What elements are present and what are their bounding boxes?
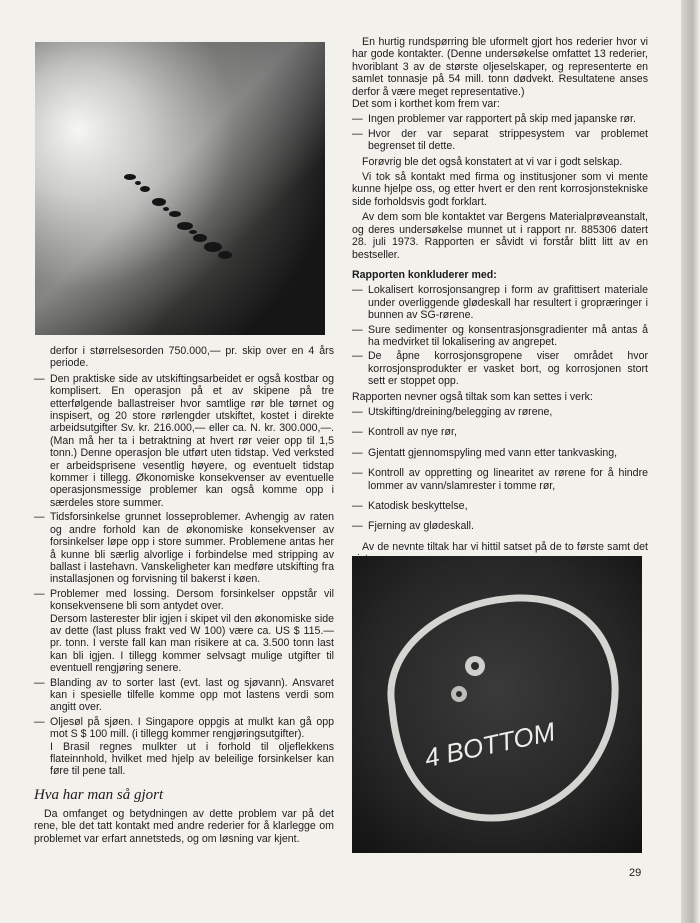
list-item: — Fjerning av glødeskall. [352, 520, 648, 532]
list-item: — Gjentatt gjennomspyling med vann etter tankvasking, [352, 447, 648, 459]
conclusions-list [352, 284, 648, 387]
measures-intro: Rapporten nevner også tiltak som kan settes i verk: [352, 390, 593, 403]
intro-paragraph: En hurtig rundspørring ble uformelt gjort hos rederier hvor vi har gode kontakter. (Denne undersøkelse omfattet 13 rederier, hvoriblant 3 av de største oljeselskaper, og representerte en samlet tonnasje på 54 mill. tonn dødvekt. Resultatene anses derfor å være meget representative.) Det som i korthet kom frem var: [352, 36, 648, 111]
cost-bullet-list [34, 373, 334, 778]
right-column [352, 36, 648, 569]
pipe-marking-text: 4 BOTTOM [421, 716, 558, 774]
report-heading: Rapporten konkluderer med: [352, 268, 497, 281]
closing-paragraph: Da omfanget og betydningen av dette problem var på det rene, ble det tatt kontakt med andre rederier for å klarlegge om problemet var erfart annetsteds, og om løsning var kjent. [34, 807, 334, 845]
measures-list [352, 406, 648, 533]
list-item: — Lokalisert korrosjonsangrep i form av grafittisert materiale under overliggende glødeskall har resultert i gropræringer i bunnen av SG-rørene. [352, 284, 648, 321]
list-item: — De åpne korrosjonsgropene viser området hvor korrosjonsprodukter er vasket bort, og korrosjonen stort sett er stoppet opp. [352, 350, 648, 387]
photo-icon [352, 556, 642, 853]
page-number: 29 [629, 867, 642, 879]
list-item: — Blanding av to sorter last (evt. last og sjøvann). Ansvaret kan i spesielle tilfelle komme opp mot lastens verdi som angitt over. [34, 677, 334, 714]
list-item: — Problemer med lossing. Dersom forsinkelser oppstår vil konsekvensene bli som antydet over. Dersom lasterester blir igjen i skipet vil den økonomiske side av dette (last pluss frakt ved W 100) være ca. US $ 115.— pr. tonn. I verste fall kan man risikere at ca. 3.500 tonn last kan bli igjen. I tillegg kommer selvsagt mulige utgifter til eventuell rengjøring senere. [34, 588, 334, 675]
paragraph: Forøvrig ble det også konstatert at vi var i godt selskap. [362, 155, 623, 168]
list-item: — Oljesøl på sjøen. I Singapore oppgis at mulkt kan gå opp mot S $ 100 mill. (i tillegg kommer rengjøringsutgifter). I Brasil regnes mulkter ut i forhold til oljeflekkens flateinnhold, hvilket med hjelp av beleilige forsinkelser kan føre til pene tall. [34, 716, 334, 778]
left-column [34, 345, 334, 848]
page-edge-shadow [681, 0, 700, 923]
photo-icon [35, 42, 325, 335]
list-item: — Sure sedimenter og konsentrasjonsgradienter må antas å ha medvirket til lokalisering av angrepet. [352, 324, 648, 349]
paragraph: Vi tok så kontakt med firma og institusjoner som vi mente kunne hjelpe oss, og etter hvert er den rent korrosjonstekniske side forholdsvis godt forklart. [352, 171, 648, 208]
list-item: — Ingen problemer var rapportert på skip med japanske rør. [352, 113, 648, 125]
list-item: — Den praktiske side av utskiftingsarbeidet er også kostbar og komplisert. En operasjon på et av skipene på tre etterfølgende ballastreiser hvor samtlige rør ble tørnet og inspisert, og 20 store rørlengder utskiftet, kostet i direkte arbeidsutgifter Sv. kr. 216.000,— eller ca. N. kr. 300.000,—. (Man må her ta i betraktning at hvert rør veier opp til 1,5 tonn.) Denne operasjon ble utført uten tidstap. Ved verksted er arbeidsprisene vesentlig høyere, og eventuelt tidstap kommer i tillegg. Økonomiske konsekvenser av eventuelle operasjonsmessige problemer kan også komme opp i særdeles store summer. [34, 373, 334, 509]
list-item: — Kontroll av nye rør, [352, 426, 648, 438]
section-heading: Hva har man så gjort [34, 786, 164, 803]
list-item: — Kontroll av oppretting og linearitet av rørene for å hindre lommer av vann/slamrester i tomme rør, [352, 467, 648, 492]
findings-list [352, 113, 648, 152]
final-paragraph: Av de nevnte tiltak har vi hittil satset på de to første samt det [362, 540, 648, 553]
paragraph: Av dem som ble kontaktet var Bergens Materialprøveanstalt, og deres undersøkelse munnet ut i rapport nr. 885306 datert 28. juli 1973. Rapporten er såvidt vi forstår blitt litt av en bestseller. [352, 211, 648, 261]
list-item: — Tidsforsinkelse grunnet losseproblemer. Avhengig av raten og andre forhold kan de økonomiske konsekvenser av forsinkelser løpe opp i store summer. Problemene antas her å kunne bli særlig alvorlige i forbindelse med stripping av ballast i lastehavn. Vanskeligheter kan medføre utskifting fra installasjonen og forvisning til bakerst i køen. [34, 511, 334, 585]
pipe-marking-photo [352, 556, 642, 853]
corrosion-photo [35, 42, 325, 335]
list-item: — Katodisk beskyttelse, [352, 500, 648, 512]
list-item: — Hvor der var separat strippesystem var problemet begrenset til dette. [352, 128, 648, 153]
intro-continuation: derfor i størrelsesorden 750.000,— pr. skip over en 4 års periode. [50, 345, 334, 370]
list-item: — Utskifting/dreining/belegging av rørene, [352, 406, 648, 418]
